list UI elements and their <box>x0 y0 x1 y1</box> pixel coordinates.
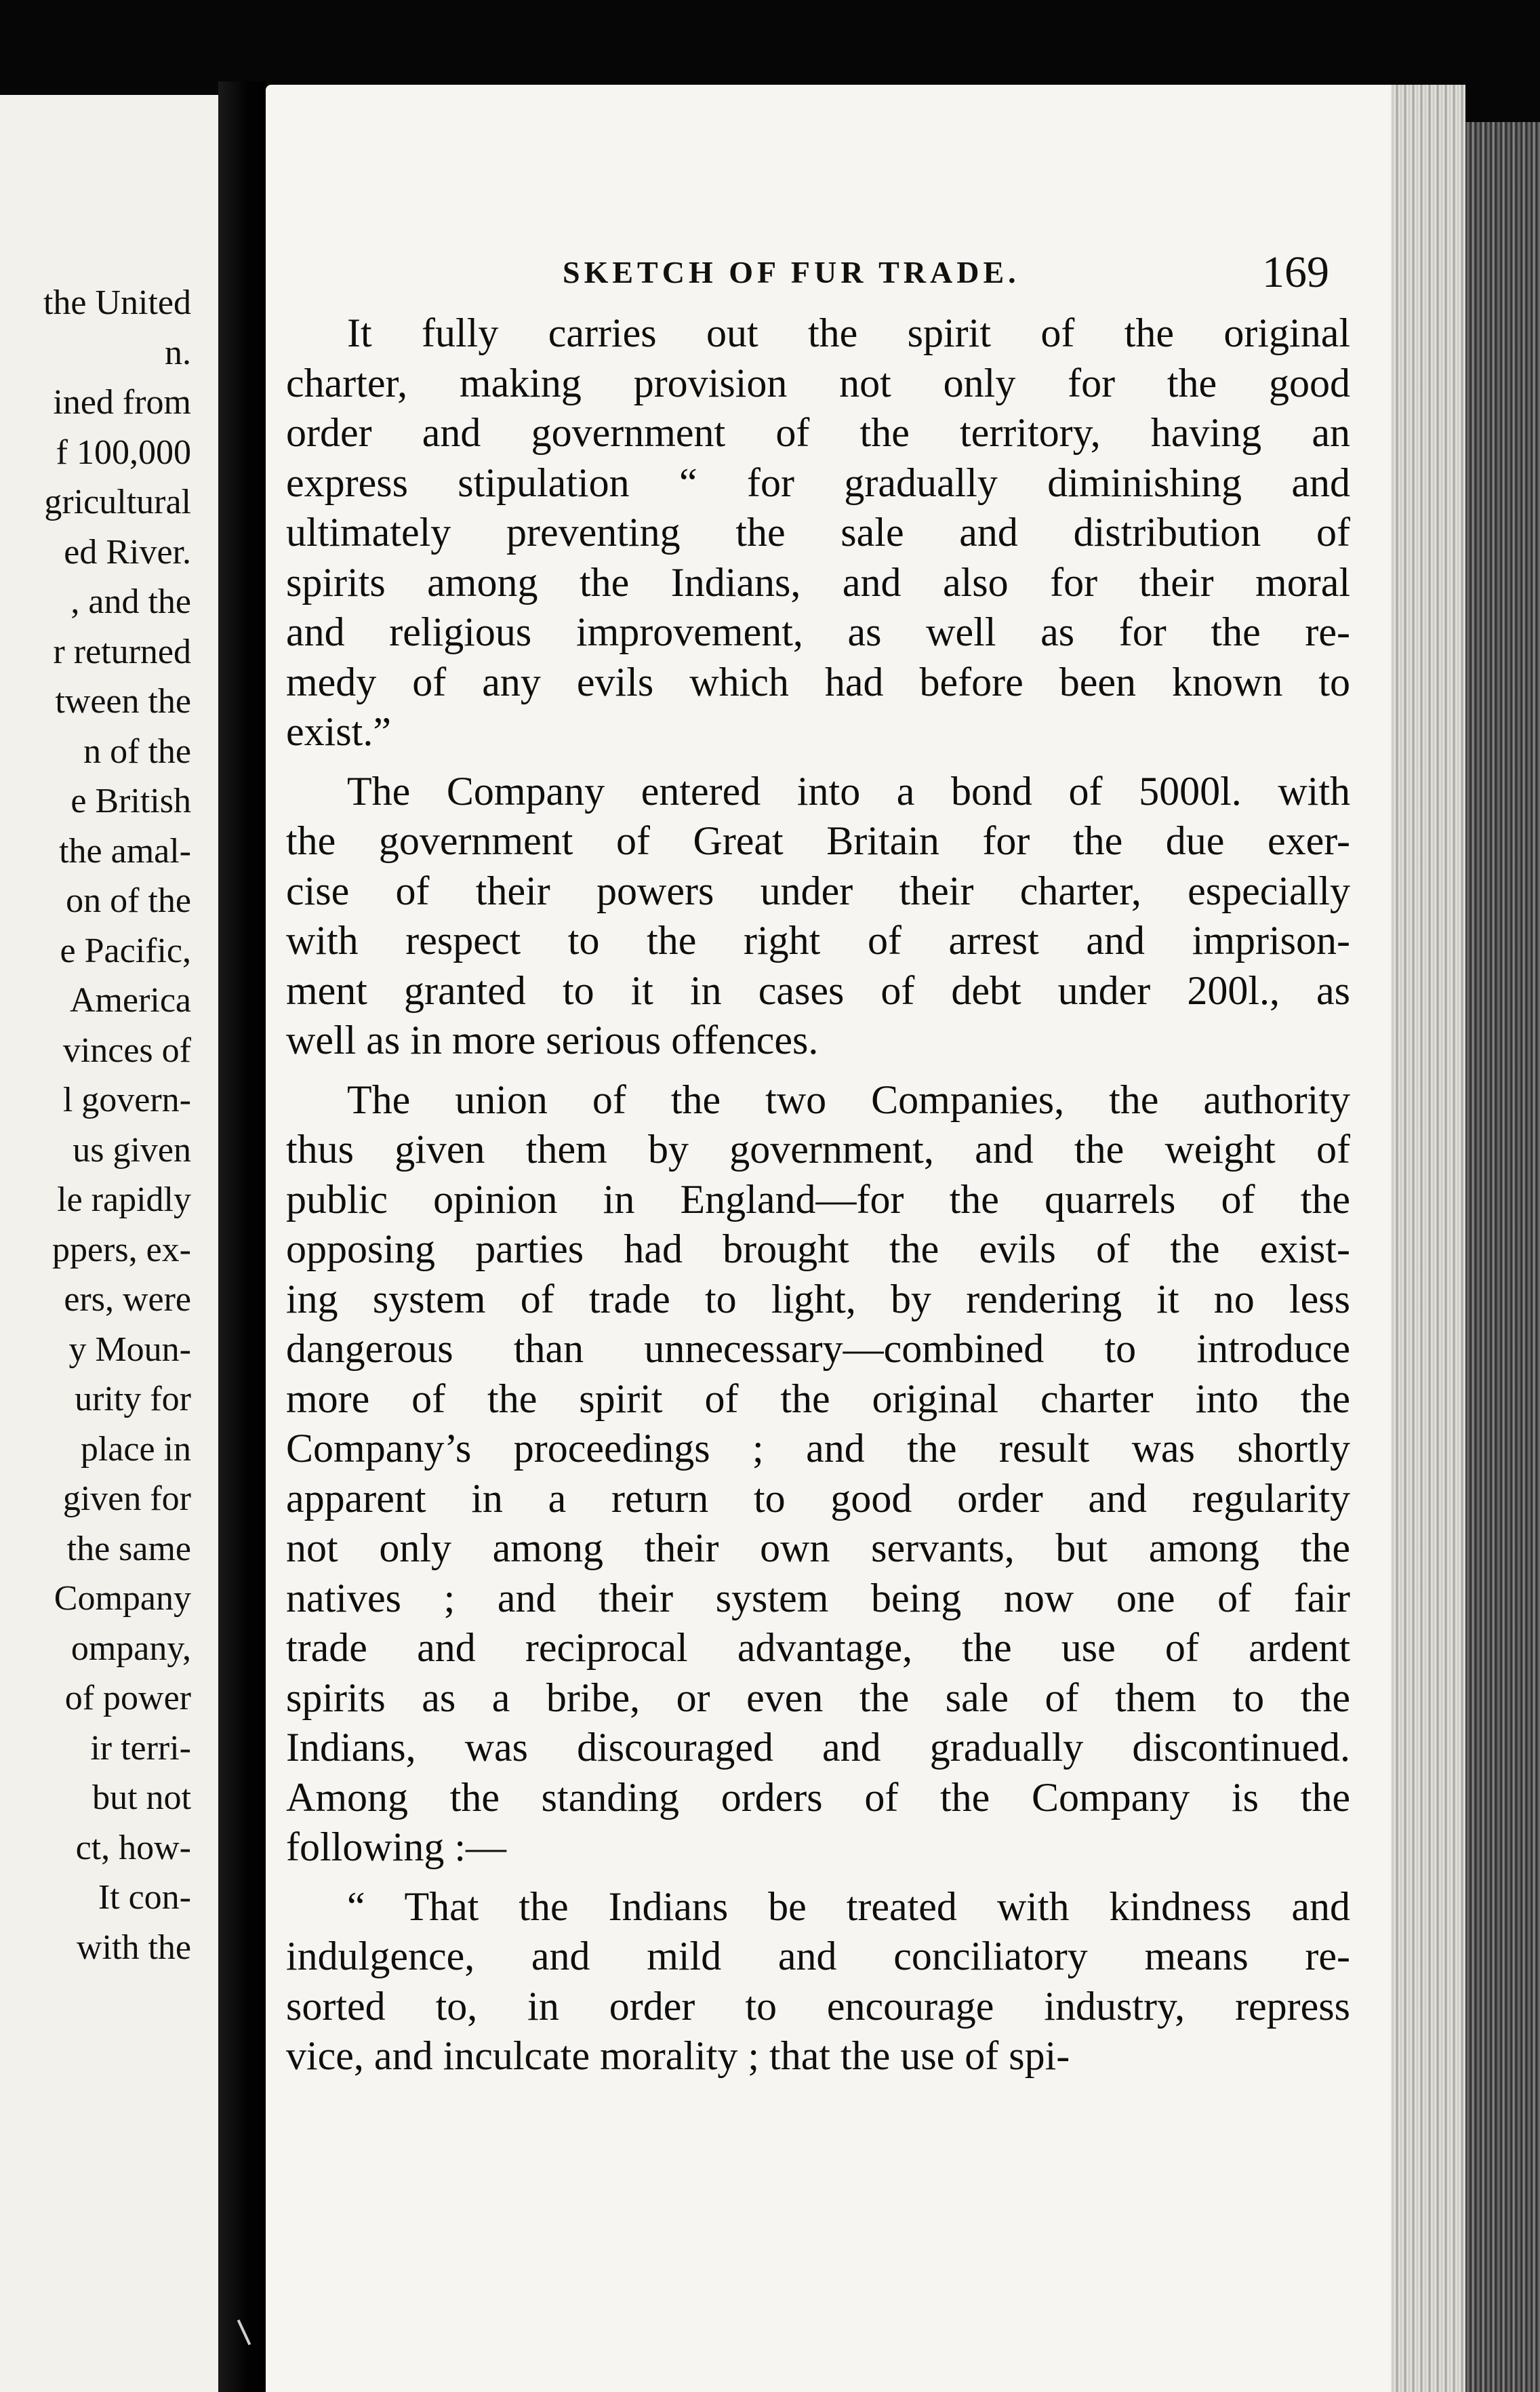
text-line: dangerous than unnecessary—combined to introduce <box>286 1326 1350 1371</box>
previous-page-line <box>0 1026 218 1076</box>
text-line: following :— <box>286 1825 506 1869</box>
text-line: It fully carries out the spirit of the original <box>347 311 1350 355</box>
previous-page-line-text: America <box>69 981 191 1020</box>
page-edge-texture <box>1391 85 1465 2392</box>
running-head <box>266 242 1465 303</box>
book-fore-edge <box>1465 122 1540 2392</box>
previous-page-line <box>0 577 218 627</box>
previous-page-line-text: the same <box>66 1529 191 1568</box>
paragraph-gap <box>286 1066 1350 1075</box>
previous-page-line-text: e British <box>70 782 191 820</box>
previous-page-line <box>0 627 218 677</box>
previous-page-line-text: place in <box>80 1429 191 1469</box>
text-line: The union of the two Companies, the authority <box>347 1077 1350 1122</box>
body-text <box>286 308 1350 2081</box>
paragraph <box>286 1075 1350 1873</box>
previous-page-line <box>0 1424 218 1475</box>
paragraph <box>286 308 1350 757</box>
previous-page-line <box>0 328 218 378</box>
previous-page-line-text: the United <box>43 283 191 322</box>
previous-page-line-text: given for <box>62 1479 191 1518</box>
previous-page-line <box>0 876 218 926</box>
text-line: with respect to the right of arrest and imprison- <box>286 918 1350 963</box>
text-line: more of the spirit of the original charter into the <box>286 1376 1350 1421</box>
previous-page-line-text: us given <box>73 1130 191 1170</box>
text-line: Among the standing orders of the Company is the <box>286 1774 1350 1820</box>
previous-page-line-text: n of the <box>83 732 191 771</box>
text-line: public opinion in England—for the quarrels of the <box>286 1176 1350 1222</box>
previous-page-line-text: n. <box>165 333 191 372</box>
text-line: opposing parties had brought the evils of the exist- <box>286 1227 1350 1271</box>
paragraph <box>286 767 1350 1066</box>
previous-page-line <box>0 826 218 877</box>
previous-page-line <box>0 1325 218 1375</box>
previous-page-line <box>0 926 218 976</box>
text-line: exist.” <box>286 709 391 754</box>
text-line: indulgence, and mild and conciliatory means re- <box>286 1934 1350 1978</box>
previous-page-line-text: e Pacific, <box>60 931 191 970</box>
previous-page-line-text: vinces of <box>62 1031 191 1070</box>
previous-page-line <box>0 1624 218 1674</box>
previous-page-line <box>0 1524 218 1574</box>
previous-page-line <box>0 1474 218 1524</box>
paragraph-gap <box>286 757 1350 767</box>
text-line: not only among their own servants, but among the <box>286 1526 1350 1570</box>
previous-page-line-text: the amal- <box>59 831 191 871</box>
text-line: charter, making provision not only for the good <box>286 360 1350 405</box>
page-169 <box>266 85 1465 2392</box>
previous-page-line <box>0 1225 218 1275</box>
text-line: spirits as a bribe, or even the sale of them to the <box>286 1675 1350 1720</box>
text-line: apparent in a return to good order and regularity <box>286 1475 1350 1521</box>
book-gutter <box>218 81 266 2392</box>
previous-page-line-text: It con- <box>98 1878 191 1917</box>
previous-page-line-text: but not <box>92 1778 191 1817</box>
previous-page-line-text: of power <box>64 1679 191 1717</box>
previous-page-line <box>0 1574 218 1624</box>
text-line: natives ; and their system being now one of fair <box>286 1575 1350 1620</box>
text-line: vice, and inculcate morality ; that the use of spi- <box>286 2033 1070 2078</box>
previous-page-line-text: urity for <box>75 1380 191 1418</box>
text-line: “ That the Indians be treated with kindness and <box>347 1883 1350 1929</box>
text-line: cise of their powers under their charter, especially <box>286 868 1350 913</box>
text-line: and religious improvement, as well as for the re- <box>286 610 1350 654</box>
previous-page-line-text: l govern- <box>62 1081 191 1119</box>
previous-page-line <box>0 378 218 428</box>
previous-page-line <box>0 1773 218 1823</box>
previous-page-line-text: ct, how- <box>75 1828 191 1867</box>
previous-page-line-text: ers, were <box>64 1280 191 1319</box>
previous-page-line-text: ir terri- <box>90 1728 191 1768</box>
previous-page-line <box>0 1075 218 1125</box>
previous-page-line-text: y Moun- <box>68 1330 191 1369</box>
previous-page-line-text: ined from <box>53 383 191 422</box>
text-line: Company’s proceedings ; and the result was shortly <box>286 1426 1350 1471</box>
paragraph-gap <box>286 1873 1350 1882</box>
previous-page-line <box>0 1125 218 1176</box>
previous-page-line <box>0 677 218 727</box>
text-line: express stipulation “ for gradually diminishing and <box>286 460 1350 505</box>
previous-page-line-text: Company <box>54 1579 191 1618</box>
previous-page-line <box>0 428 218 478</box>
text-line: well as in more serious offences. <box>286 1018 819 1062</box>
previous-page-line-text: with the <box>77 1928 191 1967</box>
text-line: ing system of trade to light, by rendering it no less <box>286 1276 1350 1321</box>
text-line: trade and reciprocal advantage, the use of ardent <box>286 1625 1350 1670</box>
text-line: The Company entered into a bond of 5000l. with <box>347 768 1350 814</box>
previous-page-line <box>0 1723 218 1774</box>
previous-page-line <box>0 1374 218 1424</box>
previous-page-line-text: r returned <box>53 632 191 671</box>
previous-page-line-text: gricultural <box>44 483 191 521</box>
previous-page-line <box>0 1923 218 1973</box>
previous-page-line-text: f 100,000 <box>56 433 191 472</box>
previous-page-line <box>0 1673 218 1723</box>
running-title: SKETCH OF FUR TRADE. <box>563 255 1020 290</box>
previous-page-line <box>0 976 218 1026</box>
text-line: spirits among the Indians, and also for their moral <box>286 559 1350 605</box>
previous-page-line <box>0 727 218 777</box>
previous-page-line <box>0 1275 218 1325</box>
previous-page-line-text: ed River. <box>64 532 191 572</box>
previous-page-line-text: ppers, ex- <box>52 1230 191 1269</box>
previous-page-line <box>0 477 218 527</box>
previous-page-line-text: on of the <box>66 881 191 920</box>
text-line: ultimately preventing the sale and distribution of <box>286 510 1350 555</box>
previous-page-line <box>0 1873 218 1923</box>
text-line: Indians, was discouraged and gradually discontinued. <box>286 1725 1350 1770</box>
previous-page-line <box>0 527 218 578</box>
text-line: thus given them by government, and the weight of <box>286 1127 1350 1172</box>
page-number: 169 <box>1262 247 1329 297</box>
text-line: ment granted to it in cases of debt under 200l., as <box>286 968 1350 1013</box>
previous-page-line <box>0 1823 218 1873</box>
previous-page-line-text: tween the <box>55 682 191 721</box>
text-line: sorted to, in order to encourage industry, repress <box>286 1983 1350 2029</box>
text-line: the government of Great Britain for the due exer- <box>286 818 1350 863</box>
previous-page-line <box>0 1175 218 1225</box>
previous-page-line-text: , and the <box>70 582 191 621</box>
paragraph <box>286 1882 1350 2081</box>
previous-page-fragment <box>0 95 218 2392</box>
previous-page-line <box>0 776 218 826</box>
previous-page-line-text: ompany, <box>70 1629 191 1668</box>
previous-page-text <box>0 278 218 1972</box>
previous-page-line-text: le rapidly <box>57 1180 191 1219</box>
previous-page-line <box>0 278 218 328</box>
text-line: order and government of the territory, having an <box>286 410 1350 455</box>
text-line: medy of any evils which had before been known to <box>286 659 1350 704</box>
